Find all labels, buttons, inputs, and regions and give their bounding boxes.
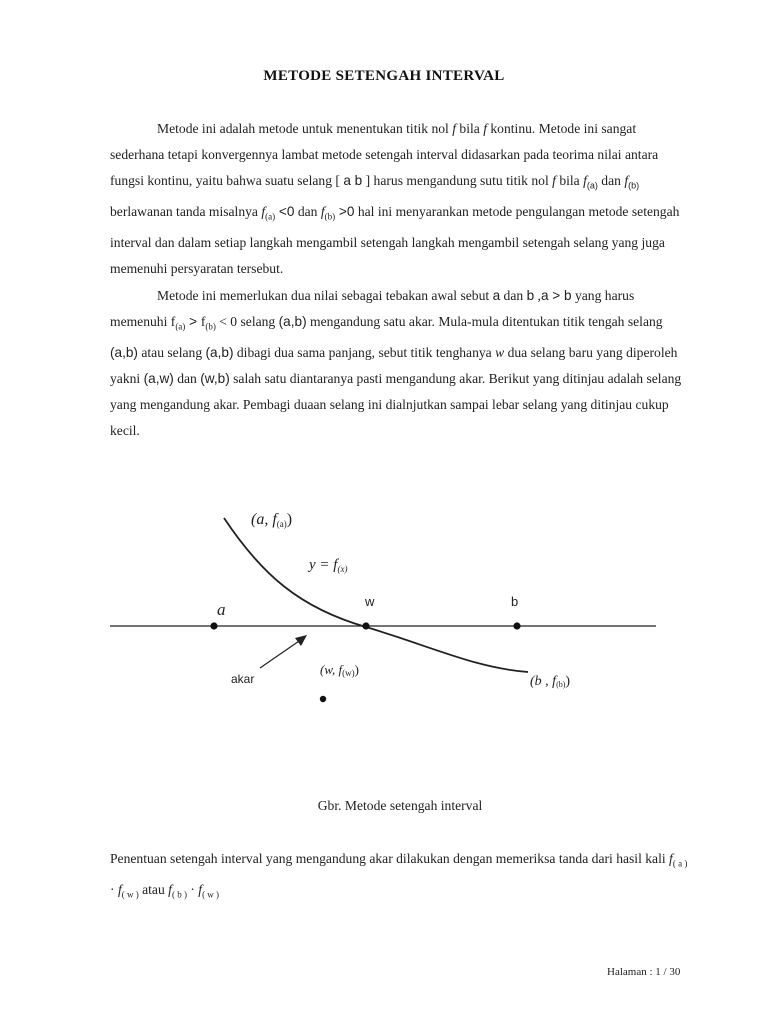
math-subscript: (a) [586,181,598,192]
math-w: w [495,344,505,360]
label-b-fb-sub: (b) [556,680,566,689]
page-number: Halaman : 1 / 30 [607,966,681,978]
point-w [362,622,369,629]
math-f: f [669,851,673,866]
figure-caption: Gbr. Metode setengah interval [317,798,483,813]
text-run: hal ini menyarankan metode pengulangan metode setengah interval dan dalam setiap langkah mengambil setengah langkah mengambil setengah selang yang juga memenuhi persyaratan tersebut. [110,204,680,277]
point-a [210,622,217,629]
math-subscript: ( a ) [672,858,688,869]
text-run: Metode ini adalah metode untuk menentukan titik nol [157,121,453,136]
text-run: dua selang baru yang diperoleh yakni [110,344,678,386]
math-inequality: > [185,313,201,329]
math-inequality: a > b [540,287,572,303]
label-b-fb-close: ) [565,674,571,689]
text-run: Penentuan setengah interval yang mengandung akar dilakukan dengan memeriksa tanda dari hasil kali [110,851,670,866]
math-a: a [492,287,501,303]
text-run: dan [597,173,625,189]
text-run: bila [555,173,584,189]
math-interval: (a,w) [143,370,174,386]
label-w-fw-close: ) [354,662,359,677]
math-subscript: ( w ) [121,889,139,900]
math-interval: (a,b) [278,313,307,329]
math-interval: (a,b) [205,344,234,360]
math-fa: f [583,173,587,189]
label-akar: akar [231,672,255,686]
math-f: f [552,173,556,189]
label-w-fw-sub: (w) [342,668,355,678]
text-run: yang harus memenuhi f [110,287,635,329]
math-f: f [483,121,487,136]
label-a-fa-close: ) [286,511,293,528]
function-curve [224,518,528,672]
text-run: atau selang [137,344,206,360]
math-subscript: (b) [324,212,336,223]
text-run: bila [456,121,484,136]
page-title: METODE SETENGAH INTERVAL [263,68,505,84]
math-subscript: (b) [205,321,216,332]
text-run: mengandung satu akar. Mula-mula ditentukan titik tengah selang [306,313,663,329]
math-fa: f [261,204,266,220]
math-f: f [117,881,122,897]
bisection-figure [0,500,768,720]
text-run: < 0 selang [215,313,279,329]
math-inequality: >0 [335,204,355,220]
math-f: f [198,881,203,897]
math-subscript: (a) [175,321,186,332]
text-run: , [534,287,541,303]
math-subscript: (a) [265,212,276,223]
root-arrow-head [295,635,307,646]
math-f: f [452,121,457,136]
text-run: dan [500,287,527,303]
math-fb: f [624,173,629,189]
label-y-main: y = f [309,557,338,573]
math-interval: (w,b) [200,370,230,386]
root-arrow [260,639,302,668]
label-a-fa-main: (a, f [251,511,277,528]
math-fb: f [320,204,325,220]
math-subscript: ( b ) [171,889,187,900]
paragraph-1 [110,116,690,283]
label-a-fa [251,511,292,529]
paragraph-block [110,116,690,445]
label-a: a [217,600,226,619]
text-run: kontinu. Metode ini sangat sederhana tetapi konvergennya lambat metode setengah interval didasarkan pada teorima nilai antara fungsi kontinu, yaitu bahwa suatu selang [ [110,121,659,189]
text-run: Metode ini memerlukan dua nilai sebagai tebakan awal sebut [157,287,493,303]
label-b: b [511,594,519,609]
math-f: f [168,881,172,897]
math-subscript: (b) [628,181,640,192]
label-b-fb [530,674,570,689]
label-w-fw-main: (w, f [320,662,343,677]
label-w-fw [320,662,359,678]
math-dot: · [186,881,199,897]
paragraph-3 [110,846,690,908]
text-run: atau [138,881,169,897]
text-run: dan [294,204,321,220]
label-y-sub: (x) [337,564,348,574]
label-a-fa-sub: (a) [276,519,287,529]
label-y-fx [307,557,347,574]
math-interval: (a,b) [110,344,138,360]
math-b: b [526,287,535,303]
math-dot: · [110,881,118,897]
text-run: dibagi dua sama panjang, sebut titik tenghanya [233,344,496,360]
text-run: berlawanan tanda misalnya [110,204,262,220]
math-inequality: <0 [275,204,295,220]
text-run: f [200,313,206,329]
point-b [513,622,520,629]
text-run: salah satu diantaranya pasti mengandung akar. Berikut yang ditinjau adalah selang yang mengandung akar. Pembagi duaan selang ini dialnjutkan sampai lebar selang yang ditinjau cukup kecil. [110,370,682,439]
text-run: ] harus mengandung sutu titik nol [362,173,553,189]
math-interval: a b [343,173,363,189]
label-w: w [365,594,375,609]
math-subscript: ( w ) [202,889,220,900]
text-run: dan [173,370,201,386]
label-b-fb-main: (b , f [530,674,557,689]
point-fw [320,696,326,702]
paragraph-2 [110,283,690,445]
